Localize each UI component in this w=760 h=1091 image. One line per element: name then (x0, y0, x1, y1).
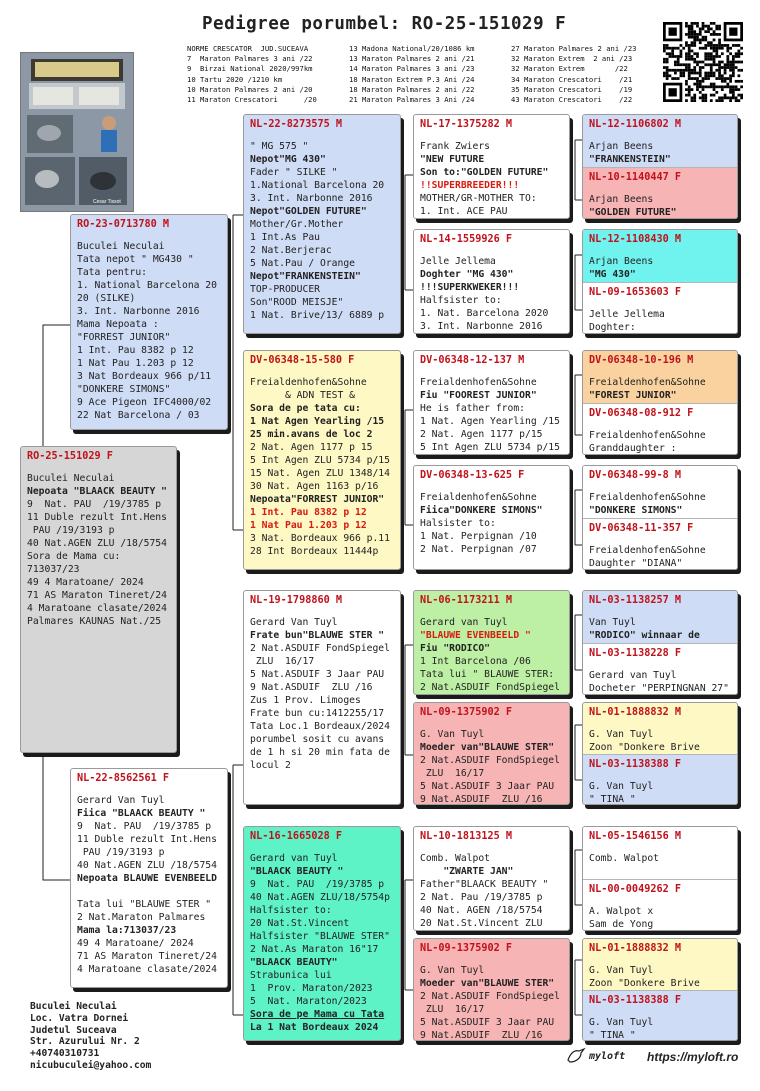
pedigree-text: 1 Nat. Agen Yearling /15 (420, 416, 560, 427)
ring-number: NL-00-0049262 F (589, 884, 682, 895)
pedigree-text: Freialdenhofen&Sohne (420, 377, 537, 388)
pedigree-text: 30 Nat. Agen 1163 p/16 (250, 481, 379, 492)
pedigree-text: 1 Nat Agen Yearling /15 (250, 416, 385, 427)
pedigree-text: 25 min.avans de loc 2 (250, 429, 373, 440)
ancestor-pair (582, 465, 738, 570)
ancestor-card[interactable] (583, 827, 737, 879)
pedigree-text: "BLAACK BEAUTY" (250, 957, 338, 968)
pedigree-text: "GOLDEN FUTURE" (589, 207, 677, 218)
pedigree-text: Gerard van Tuyl (589, 670, 677, 681)
ancestor-card[interactable] (583, 939, 737, 990)
pedigree-text: 40 Nat.AGEN ZLU /18/5754 (77, 860, 217, 871)
ancestor-card[interactable] (583, 518, 737, 570)
pedigree-text: 15 Nat. Agen ZLU 1348/14 (250, 468, 390, 479)
ancestor-card[interactable] (583, 643, 737, 695)
pedigree-text: Sora de Mama cu: (27, 551, 121, 562)
pedigree-text: Van Tuyl (589, 617, 636, 628)
logo-text: myloft (589, 1050, 626, 1062)
pedigree-text: 2 Nat.ASDUIF FondSpiegel (420, 755, 560, 766)
pigeon-logo-icon (566, 1048, 586, 1064)
pedigree-text: 1 Nat Pau 1.203 p 12 (250, 520, 367, 531)
ring-number: NL-05-1546156 M (589, 831, 682, 842)
ring-number: NL-22-8562561 F (77, 773, 170, 784)
ring-number: DV-06348-15-580 F (250, 355, 355, 366)
text-line: Loc. Vatra Dornei (30, 1012, 129, 1024)
pedigree-text: 1 Int. Pau 8382 p 12 (250, 507, 367, 518)
pedigree-text: " TINA " (589, 1030, 636, 1041)
pedigree-text: TOP-PRODUCER (250, 284, 320, 295)
pedigree-text: Palmares KAUNAS Nat./25 (27, 616, 162, 627)
pedigree-text: 71 AS Maraton Tineret/24 (77, 951, 217, 962)
pedigree-text: "BLAUWE EVENBEELD " (420, 630, 531, 641)
great-grandparent-card[interactable] (413, 590, 570, 695)
pedigree-text: Fiu "FOOREST JUNIOR" (420, 390, 537, 401)
pedigree-text: A. Walpot x (589, 906, 654, 917)
pedigree-text: G. Van Tuyl (589, 781, 654, 792)
text-line: 10 Maraton Palmares 2 ani /20 (187, 84, 313, 94)
ancestor-pair (582, 114, 738, 219)
ring-number: NL-03-1138388 F (589, 759, 682, 770)
pedigree-text: 3. Int. Narbonne 2016 (77, 306, 200, 317)
great-grandparent-card[interactable] (413, 702, 570, 805)
pedigree-text: "ZWARTE JAN" (420, 866, 514, 877)
pedigree-text: & ADN TEST & (250, 390, 355, 401)
ring-number: NL-01-1888832 M (589, 707, 682, 718)
pedigree-text: "FRANKENSTEIN" (589, 154, 671, 165)
ancestor-pair (582, 229, 738, 334)
pedigree-text: La 1 Nat Bordeaux 2024 (250, 1022, 379, 1033)
text-line: 35 Maraton Crescatori /19 (511, 84, 633, 94)
great-grandparent-card[interactable] (413, 350, 570, 455)
pedigree-text: Tata lui "BLAUWE STER " (77, 899, 212, 910)
ancestor-card[interactable] (583, 282, 737, 334)
grandparent-card[interactable] (243, 826, 401, 1041)
pedigree-text: 2 Nat. Agen 1177 p/15 (420, 429, 543, 440)
pedigree-text: "DONKERE SIMONS" (589, 505, 683, 516)
pedigree-text: Moeder van"BLAUWE STER" (420, 978, 555, 989)
pedigree-text: "DONKERE SIMONS" (77, 384, 171, 395)
pedigree-text: Doghter: (589, 322, 636, 333)
pedigree-text: 2 Nat.ASDUIF FondSpiegel (420, 682, 560, 693)
pedigree-text: Son to:"GOLDEN FUTURE" (420, 167, 549, 178)
ancestor-card[interactable] (583, 167, 737, 219)
pedigree-text: Zoon "Donkere Brive (589, 978, 700, 989)
pedigree-text: 4 Maratoane clasate/2024 (27, 603, 167, 614)
pedigree-text: 9 Ace Pigeon IFC4000/02 (77, 397, 212, 408)
ring-number: NL-03-1138228 F (589, 648, 682, 659)
page-title: Pedigree porumbel: RO-25-151029 F (202, 14, 567, 34)
pedigree-text: Gerard van Tuyl (420, 617, 508, 628)
pedigree-text: 1 Nat Pau 1.203 p 12 (77, 358, 194, 369)
ring-number: NL-01-1888832 M (589, 943, 682, 954)
ancestor-pair (582, 702, 738, 805)
pedigree-text: 5 Int Agen ZLU 5734 p/15 (250, 455, 390, 466)
pedigree-text: Gerard Van Tuyl (250, 617, 338, 628)
text-line: Str. Azurului Nr. 2 (30, 1036, 140, 1048)
pedigree-text: 9 Nat.ASDUIF ZLU /16 (420, 794, 543, 805)
text-line: 21 Maraton Palmares 3 Ani /24 (349, 95, 475, 105)
ancestor-pair (582, 590, 738, 695)
pedigree-text: Daughter "DIANA" (589, 558, 683, 569)
pedigree-text: " MG 575 " (250, 141, 309, 152)
pedigree-text: 1.National Barcelona 20 (250, 180, 385, 191)
ring-number: NL-12-1106802 M (589, 119, 682, 130)
great-grandparent-card[interactable] (413, 938, 570, 1041)
pedigree-text: "FORREST JUNIOR" (77, 332, 171, 343)
pedigree-text: 5 Nat.ASDUIF 3 Jaar PAU (420, 781, 555, 792)
pedigree-text: Gerard van Tuyl (250, 853, 338, 864)
ancestor-card[interactable] (583, 591, 737, 643)
pedigree-text: Fader " SILKE " (250, 167, 338, 178)
pedigree-text: 40 Nat.AGEN ZLU /18/5754 (27, 538, 167, 549)
pedigree-text: 20 Nat.St.Vincent (250, 918, 350, 929)
grandparent-card[interactable] (243, 590, 401, 805)
pedigree-text: Frate bun"BLAUWE STER " (250, 630, 385, 641)
pedigree-text: 2 Nat.Maraton Palmares (77, 912, 206, 923)
text-line: 18 Maraton Palmares 2 ani /22 (349, 84, 475, 94)
ring-number: RO-23-0713780 M (77, 219, 170, 230)
text-line: nicubuculei@yahoo.com (30, 1059, 152, 1071)
pedigree-text: 49 4 Maratoane/ 2024 (27, 577, 144, 588)
pedigree-text: Halfsister "BLAUWE STER" (250, 931, 390, 942)
pedigree-text: 5 Nat. Maraton/2023 (250, 996, 367, 1007)
pedigree-text: 1 Nat. Perpignan /10 (420, 531, 537, 542)
grandparent-card[interactable] (243, 350, 401, 570)
ancestor-card[interactable] (583, 754, 737, 805)
pedigree-text: 1 Prov. Maraton/2023 (250, 983, 373, 994)
pedigree-text: Buculei Neculai (27, 473, 115, 484)
text-line: NORME CRESCATOR JUD.SUCEAVA (187, 44, 309, 53)
ring-number: DV-06348-11-357 F (589, 523, 694, 534)
pedigree-text: 2 Nat.ASDUIF FondSpiegel (420, 991, 560, 1002)
pedigree-text: Jelle Jellema (420, 256, 496, 267)
pedigree-text: de 1 h si 20 min fata de (250, 747, 390, 758)
pedigree-text: Nepoata"FORREST JUNIOR" (250, 494, 385, 505)
ring-number: NL-09-1375902 F (420, 943, 513, 954)
pedigree-text: Arjan Beens (589, 256, 654, 267)
pedigree-text: 40 Nat.AGEN ZLU/18/5754p (250, 892, 390, 903)
pedigree-text: Sora de pe Mama cu Tata (250, 1009, 385, 1020)
pedigree-text: Freialdenhofen&Sohne (589, 492, 706, 503)
text-line: 27 Maraton Palmares 2 ani /23 (511, 44, 637, 53)
pedigree-text: 1 Int Barcelona /06 (420, 656, 531, 667)
pedigree-text: 5 Int Agen ZLU 5734 p/15 (420, 442, 560, 453)
photo-signature: Cesar Tissot (93, 199, 121, 205)
pedigree-text: G. Van Tuyl (420, 965, 485, 976)
pedigree-text: Freialdenhofen&Sohne (589, 430, 706, 441)
text-line: 13 Madona National/20/1086 km (349, 44, 475, 53)
pedigree-text: 9 Nat.ASDUIF ZLU /16 (420, 1030, 543, 1041)
ring-number: NL-03-1138388 F (589, 995, 682, 1006)
pedigree-text: 1. Nat. Barcelona 2020 (420, 308, 549, 319)
pedigree-text: 3. Int. Narbonne 2016 (250, 193, 373, 204)
pedigree-text: Nepot"MG 430" (250, 154, 326, 165)
text-line: 34 Maraton Crescatori /21 (511, 74, 633, 84)
pedigree-text: 5 Nat.ASDUIF 3 Jaar PAU (420, 1017, 555, 1028)
pedigree-text: 2 Nat.Berjerac (250, 245, 332, 256)
pedigree-text: "RODICO" winnaar de (589, 630, 700, 641)
great-grandparent-card[interactable] (413, 229, 570, 334)
pedigree-text: Doghter "MG 430" (420, 269, 514, 280)
ring-number: NL-03-1138257 M (589, 595, 682, 606)
text-line: 14 Maraton Palmares 3 ani /23 (349, 64, 475, 74)
pedigree-text: 11 Duble rezult Int.Hens (27, 512, 167, 523)
text-line: 18 Maraton Extrem P.3 Ani /24 (349, 74, 475, 84)
pedigree-text: Tata lui " BLAUWE STER: (420, 669, 555, 680)
pedigree-text: Arjan Beens (589, 194, 654, 205)
pedigree-text: 9 Nat.ASDUIF ZLU /16 (250, 682, 373, 693)
pedigree-text: 4 Maratoane clasate/2024 (77, 964, 217, 975)
pedigree-text: Sora de pe tata cu: (250, 403, 361, 414)
pedigree-text: 2 Nat. Agen 1177 p 15 (250, 442, 373, 453)
pedigree-text: Comb. Walpot (589, 853, 659, 864)
ancestor-card[interactable] (583, 115, 737, 167)
pedigree-text: Mama la:713037/23 (77, 925, 177, 936)
ancestor-pair (582, 938, 738, 1041)
pedigree-text: PAU /19/3193 p (27, 525, 115, 536)
ring-number: NL-17-1375282 M (420, 119, 513, 130)
pedigree-text: 1. National Barcelona 20 (77, 280, 217, 291)
pedigree-text: Tata pentru: (77, 267, 147, 278)
pedigree-text: 9 Nat. PAU /19/3785 p (77, 821, 212, 832)
ring-number: DV-06348-13-625 F (420, 470, 525, 481)
pedigree-text: Nepoata BLAUWE EVENBEELD (77, 873, 217, 884)
pedigree-text: ZLU 16/17 (420, 768, 485, 779)
text-line: 32 Maraton Extrem /22 (511, 64, 628, 74)
pedigree-text: 22 Nat Barcelona / 03 (77, 410, 200, 421)
pedigree-text: Mother/Gr.Mother (250, 219, 344, 230)
pedigree-text: "BLAACK BEAUTY " (250, 866, 344, 877)
ring-number: RO-25-151029 F (27, 451, 113, 462)
ancestor-card[interactable] (583, 703, 737, 754)
pedigree-text: 2 Nat. Pau /19/3785 p (420, 892, 543, 903)
ancestor-card[interactable] (583, 990, 737, 1041)
ring-number: NL-16-1665028 F (250, 831, 343, 842)
pedigree-text: Son"ROOD MEISJE" (250, 297, 344, 308)
pedigree-text: Mama Nepoata : (77, 319, 159, 330)
ancestor-card[interactable] (583, 403, 737, 455)
pedigree-text: 40 Nat. AGEN /18/5754 (420, 905, 543, 916)
ring-number: NL-10-1813125 M (420, 831, 513, 842)
pedigree-text: Halfsister to: (420, 295, 502, 306)
pedigree-text: "NEW FUTURE (420, 154, 485, 165)
text-line: 43 Maraton Crescatori /22 (511, 95, 633, 105)
pedigree-text: Jelle Jellema (589, 309, 665, 320)
pedigree-text: 5 Nat.ASDUIF 3 Jaar PAU (250, 669, 385, 680)
pedigree-text (77, 885, 221, 898)
pedigree-text: He is father from: (420, 403, 525, 414)
ring-number: NL-09-1653603 F (589, 287, 682, 298)
pedigree-text: "MG 430" (589, 269, 636, 280)
ring-number: NL-19-1798860 M (250, 595, 343, 606)
pedigree-text: 2 Nat.As Maraton 16"17 (250, 944, 379, 955)
ancestor-card[interactable] (583, 230, 737, 282)
pedigree-text: Granddaughter : (589, 443, 677, 454)
ancestor-pair (582, 826, 738, 931)
ring-number: NL-14-1559926 F (420, 234, 513, 245)
ring-number: DV-06348-12-137 M (420, 355, 525, 366)
pedigree-text: Nepot"FRANKENSTEIN" (250, 271, 361, 282)
pedigree-text: Freialdenhofen&Sohne (250, 377, 367, 388)
dam-card[interactable] (70, 768, 228, 988)
pedigree-text: 20 (SILKE) (77, 293, 136, 304)
ancestor-card[interactable] (583, 351, 737, 403)
pedigree-text: " TINA " (589, 794, 636, 805)
pedigree-text: ZLU 16/17 (250, 656, 315, 667)
pedigree-text: G. Van Tuyl (420, 729, 485, 740)
pedigree-text: !!SUPERBREEDER!!! (420, 180, 520, 191)
ring-number: DV-06348-08-912 F (589, 408, 694, 419)
pedigree-text: Zus 1 Prov. Limoges (250, 695, 361, 706)
pedigree-text: G. Van Tuyl (589, 965, 654, 976)
pedigree-text: 1 Int. Pau 8382 p 12 (77, 345, 194, 356)
pedigree-text: 20 Nat.St.Vincent ZLU (420, 918, 543, 929)
sire-card[interactable] (70, 214, 228, 430)
pedigree-text: Comb. Walpot (420, 853, 490, 864)
pedigree-text: 71 AS Maraton Tineret/24 (27, 590, 167, 601)
ring-number: NL-12-1108430 M (589, 234, 682, 245)
ancestor-card[interactable] (583, 466, 737, 518)
owner-contact (30, 1001, 151, 1072)
pedigree-text: 2 Nat. Perpignan /07 (420, 544, 537, 555)
pedigree-text: 11 Duble rezult Int.Hens (77, 834, 217, 845)
pedigree-text: Halfsister to: (250, 905, 332, 916)
pedigree-text: Buculei Neculai (77, 241, 165, 252)
pedigree-text: locul 2 (250, 760, 291, 771)
pedigree-text: Fiica "BLAACK BEAUTY " (77, 808, 206, 819)
ring-number: DV-06348-10-196 M (589, 355, 694, 366)
pedigree-text: Tata Loc.1 Bordeaux/2024 (250, 721, 390, 732)
ring-number: NL-22-8273575 M (250, 119, 343, 130)
pedigree-text: Nepot"GOLDEN FUTURE" (250, 206, 367, 217)
pedigree-text: 3 Nat Bordeaux 966 p/11 (77, 371, 212, 382)
pedigree-text: Frank Zwiers (420, 141, 490, 152)
text-line: Judetul Suceava (30, 1024, 117, 1036)
text-line: 11 Maraton Crescatori /20 (187, 95, 317, 105)
pedigree-text: ZLU 16/17 (420, 1004, 485, 1015)
text-line: 13 Maraton Palmares 2 ani /21 (349, 54, 475, 64)
pedigree-text: Zoon "Donkere Brive (589, 742, 700, 753)
pedigree-text: Halsister to: (420, 518, 496, 529)
pedigree-text: Tata nepot " MG430 " (77, 254, 194, 265)
pedigree-text: G. Van Tuyl (589, 1017, 654, 1028)
pedigree-text: 713037/23 (27, 564, 80, 575)
pedigree-text: Freialdenhofen&Sohne (589, 377, 706, 388)
text-line: 9 Birzai National 2020/997km (187, 64, 313, 74)
pedigree-text: PAU /19/3193 p (77, 847, 165, 858)
great-grandparent-card[interactable] (413, 114, 570, 219)
great-grandparent-card[interactable] (413, 826, 570, 931)
pedigree-text: Freialdenhofen&Sohne (589, 545, 706, 556)
ancestor-pair (582, 350, 738, 455)
subject-card[interactable] (20, 446, 177, 753)
text-line: Buculei Neculai (30, 1001, 117, 1012)
pedigree-text: 2 Nat.ASDUIF FondSpiegel (250, 643, 390, 654)
pedigree-text: 9 Nat. PAU /19/3785 p (250, 879, 385, 890)
pedigree-text: 3. Int. Narbonne 2016 (420, 321, 543, 332)
text-line: 32 Maraton Extrem 2 ani /23 (511, 54, 633, 64)
pedigree-text: 49 4 Maratoane/ 2024 (77, 938, 194, 949)
website-link[interactable]: https://myloft.ro (647, 1050, 739, 1064)
pedigree-text: Docheter "PERPINGNAN 27" (589, 683, 729, 694)
pedigree-text: Father"BLAACK BEAUTY " (420, 879, 549, 890)
pedigree-text: Freialdenhofen&Sohne (420, 492, 537, 503)
pedigree-text: 28 Int Bordeaux 11444p (250, 546, 379, 557)
great-grandparent-card[interactable] (413, 465, 570, 570)
pedigree-text: Moeder van"BLAUWE STER" (420, 742, 555, 753)
pedigree-text: "FOREST JUNIOR" (589, 390, 677, 401)
text-line: 7 Maraton Palmares 3 ani /22 (187, 54, 313, 64)
ring-number: NL-10-1140447 F (589, 172, 682, 183)
pedigree-text: MOTHER/GR-MOTHER TO: (420, 193, 537, 204)
pedigree-text: 1 Nat. Brive/13/ 6889 p (250, 310, 385, 321)
pedigree-text: 1 Int.As Pau (250, 232, 320, 243)
pedigree-text: 3 Nat. Bordeaux 966 p.11 (250, 533, 390, 544)
grandparent-card[interactable] (243, 114, 401, 334)
pedigree-text: porumbel sosit cu avans (250, 734, 385, 745)
pedigree-text: Fiu "RODICO" (420, 643, 490, 654)
myloft-logo[interactable] (566, 1048, 625, 1064)
pedigree-text: G. Van Tuyl (589, 729, 654, 740)
ring-number: NL-06-1173211 M (420, 595, 513, 606)
text-line: +40740310731 (30, 1048, 100, 1060)
pedigree-text: Frate bun cu:1412255/17 (250, 708, 385, 719)
pedigree-text: !!!SUPERKWEKER!!! (420, 282, 520, 293)
ancestor-card[interactable] (583, 879, 737, 931)
pedigree-text: 1. Int. ACE PAU (420, 206, 508, 217)
pedigree-text: Strabunica lui (250, 970, 332, 981)
pedigree-text: Fiica"DONKERE SIMONS" (420, 505, 543, 516)
pedigree-text: 5 Nat.Pau / Orange (250, 258, 355, 269)
ring-number: NL-09-1375902 F (420, 707, 513, 718)
pedigree-text: 9 Nat. PAU /19/3785 p (27, 499, 162, 510)
pedigree-text: Sam de Yong (589, 919, 654, 930)
pedigree-text: Arjan Beens (589, 141, 654, 152)
pedigree-text: Nepoata "BLAACK BEAUTY " (27, 486, 167, 497)
pedigree-text: Gerard Van Tuyl (77, 795, 165, 806)
text-line: 10 Tartu 2020 /1210 km (187, 74, 283, 84)
ring-number: DV-06348-99-8 M (589, 470, 682, 481)
